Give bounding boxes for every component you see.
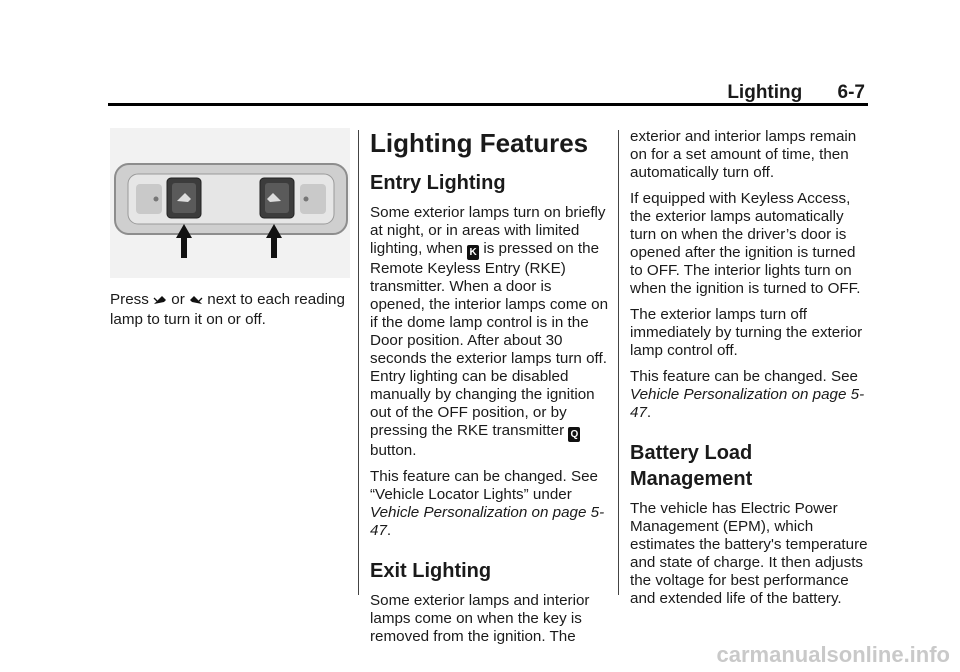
column-2 [370, 128, 610, 654]
exit-lighting-paragraph: Some exterior lamps and interior lamps come on when the key is removed from the ignition. The [370, 592, 590, 645]
column-1 [110, 128, 350, 337]
watermark: carmanualsonline.info [716, 642, 950, 667]
entry-lighting-heading: Entry Lighting [370, 172, 506, 194]
entry-lighting-personalization: This feature can be changed. See “Vehicle Locator Lights” under Vehicle Personalization on page 5-47. [370, 468, 605, 539]
column-divider [358, 130, 359, 595]
unlock-key-icon: K [467, 245, 479, 260]
exit-lighting-heading: Exit Lighting [370, 560, 492, 582]
right-lamp-icon [189, 293, 203, 311]
exit-lighting-continued: exterior and interior lamps remain on for a set amount of time, then automatically turn off. [630, 128, 857, 181]
page-header [727, 82, 865, 104]
battery-load-heading: Battery Load Management [630, 442, 753, 490]
section-title: Lighting [727, 82, 803, 103]
entry-lighting-paragraph: Some exterior lamps turn on briefly at night, or in areas with limited lighting, when K is pressed on the Remote Keyless Entry (RKE) transmitter. When a door is opened, the interior lamps come on if the dome lamp control is in the Door position. After about 30 seconds the exterior lamps turn off. Entry lighting can be disabled manually by changing the ignition out of the OFF position, or by pressing the RKE transmitter Q button. [370, 204, 609, 459]
reading-lamp-illustration [110, 128, 350, 278]
keyless-access-paragraph: If equipped with Keyless Access, the exterior lamps automatically turn on when the driver’s door is opened after the ignition is turned to OFF. The interior lights turn on when the ignition is turned to OFF. [630, 190, 861, 297]
column-3 [630, 128, 870, 616]
exit-lighting-personalization: This feature can be changed. See Vehicle Personalization on page 5-47. [630, 368, 865, 421]
column-divider [618, 130, 619, 595]
lock-key-icon: Q [568, 427, 580, 442]
page-title: Lighting Features [370, 128, 589, 158]
header-rule [108, 103, 868, 106]
cross-reference-link[interactable]: Vehicle Personalization on page 5-47 [370, 504, 605, 539]
illustration-caption: Press or next to each reading lamp to turn it on or off. [110, 291, 345, 328]
cross-reference-link[interactable]: Vehicle Personalization on page 5-47 [630, 386, 865, 421]
left-lamp-icon [153, 293, 167, 311]
battery-load-paragraph: The vehicle has Electric Power Management (EPM), which estimates the battery's temperature and state of charge. It then adjusts the voltage for best performance and extended life of the battery. [630, 500, 868, 607]
lamp-off-paragraph: The exterior lamps turn off immediately by turning the exterior lamp control off. [630, 306, 863, 359]
page-number: 6-7 [837, 82, 865, 103]
